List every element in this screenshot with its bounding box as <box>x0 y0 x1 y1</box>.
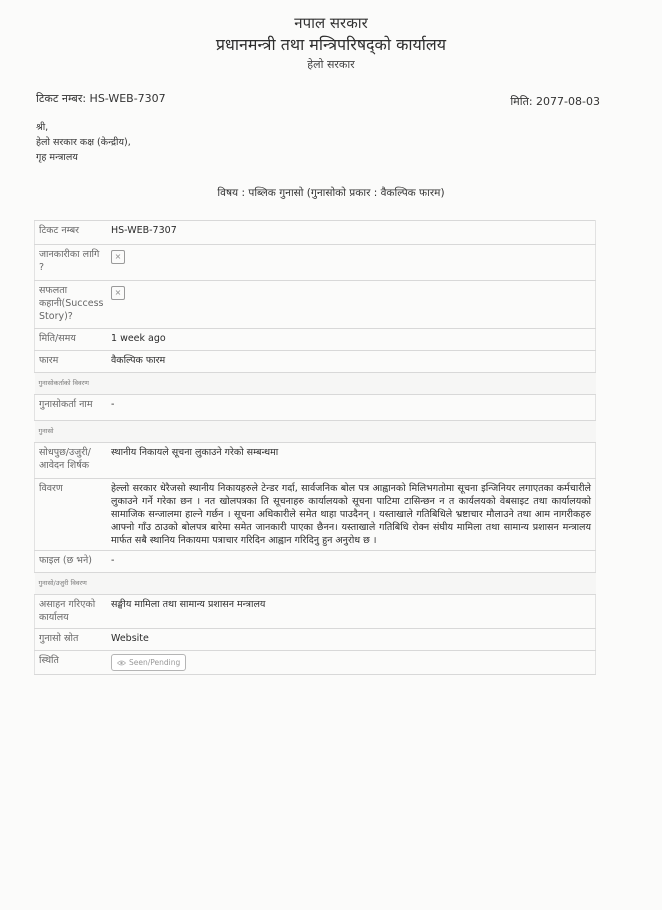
status-badge <box>111 654 186 671</box>
row-value: HS-WEB-7307 <box>107 221 596 245</box>
complaint-details-table <box>34 220 596 675</box>
table-row <box>35 479 596 551</box>
subject-line: विषय : पब्लिक गुनासो (गुनासोको प्रकार : वैकल्पिक फारम) <box>217 187 445 199</box>
row-label: असाहन गरिएको कार्यालय <box>35 595 108 629</box>
letterhead <box>0 12 662 74</box>
address-line: श्री, <box>36 122 49 133</box>
section-header-row <box>35 373 596 395</box>
unchecked-box-icon: × <box>111 286 125 300</box>
section-title: गुनासो/उजुरी विवरण <box>35 573 596 595</box>
row-label: गुनासोकर्ता नाम <box>35 395 108 421</box>
table-row <box>35 629 596 651</box>
table-row <box>35 551 596 573</box>
address-line: गृह मन्त्रालय <box>36 152 78 163</box>
row-label: मिति/समय <box>35 329 108 351</box>
table-row <box>35 443 596 479</box>
table-row <box>35 395 596 421</box>
address-line: हेलो सरकार कक्ष (केन्द्रीय), <box>36 137 131 148</box>
row-value: - <box>107 395 596 421</box>
row-label: जानकारीका लागि ? <box>35 245 108 281</box>
row-value: हेल्लो सरकार धेरैजसो स्थानीय निकायहरुले टेन्डर गर्दा, सार्वजनिक बोल पत्र आह्वानको मिलिभगतोमा सूचना इन्जिनियर लगाएतका कर्मचारीले लुकाउने गर्ने गरेका छन । नत खोलपत्रका ति सूचनाहरु कार्यालयको सूचना पाटिमा टासिन्छन न त कार्यलयको वेबसाइट तथा कार्यालयको सामाजिक सन्जालमा हाल्ने गर्छन । सूचना अधिकारीले समेत थाहा पाउदैनन् । यस्ताखाले गतिबिधिले भ्रष्टाचार मौलाउने तथा आम नागरीकहरु आफ्नो गाँउ ठाउको बोलपत्र बारेमा समेत जानकारी पाएका छैनन। यस्ताखाले गतिबिधि रोक्न संघीय मामिला तथा सामान्य प्रशासन मन्त्रालय मार्फत सबै स्थानिय निकायमा पत्राचार गरिदिन आह्वान गरिदिनु हुन अनुरोध छ । <box>107 479 596 551</box>
section-title: गुनासोकर्ताको विवरण <box>35 373 596 395</box>
table-row <box>35 245 596 281</box>
row-value: Website <box>107 629 596 651</box>
department-name: हेलो सरकार <box>307 58 355 71</box>
unchecked-box-icon: × <box>111 250 125 264</box>
government-name: नपाल सरकार <box>294 14 368 32</box>
table-row <box>35 329 596 351</box>
ticket-number: टिकट नम्बर: HS-WEB-7307 <box>36 92 166 105</box>
status-text: Seen/Pending <box>129 658 181 667</box>
row-value: सङ्घीय मामिला तथा सामान्य प्रशासन मन्त्रालय <box>107 595 596 629</box>
section-header-row <box>35 421 596 443</box>
row-label: फाइल (छ भने) <box>35 551 108 573</box>
eye-icon <box>117 660 126 666</box>
row-label: विवरण <box>35 479 108 551</box>
row-label: सफलता कहानी(Success Story)? <box>35 281 108 329</box>
table-row <box>35 281 596 329</box>
table-row <box>35 351 596 373</box>
row-label: टिकट नम्बर <box>35 221 108 245</box>
letter-date: मिति: 2077-08-03 <box>510 95 600 108</box>
section-title: गुनासो <box>35 421 596 443</box>
table-row <box>35 651 596 675</box>
table-row <box>35 221 596 245</box>
row-value: - <box>107 551 596 573</box>
table-row <box>35 595 596 629</box>
recipient-address <box>36 120 131 165</box>
row-label: स्थिति <box>35 651 108 675</box>
section-header-row <box>35 573 596 595</box>
row-label: गुनासो स्रोत <box>35 629 108 651</box>
office-name: प्रधानमन्त्री तथा मन्त्रिपरिषद्को कार्यालय <box>215 35 447 54</box>
row-value: 1 week ago <box>107 329 596 351</box>
row-label: सोधपुछ/उजुरी/ आवेदन शिर्षक <box>35 443 108 479</box>
row-label: फारम <box>35 351 108 373</box>
row-value: स्थानीय निकायले सूचना लुकाउने गरेको सम्बन्धमा <box>107 443 596 479</box>
row-value: वैकल्पिक फारम <box>107 351 596 373</box>
